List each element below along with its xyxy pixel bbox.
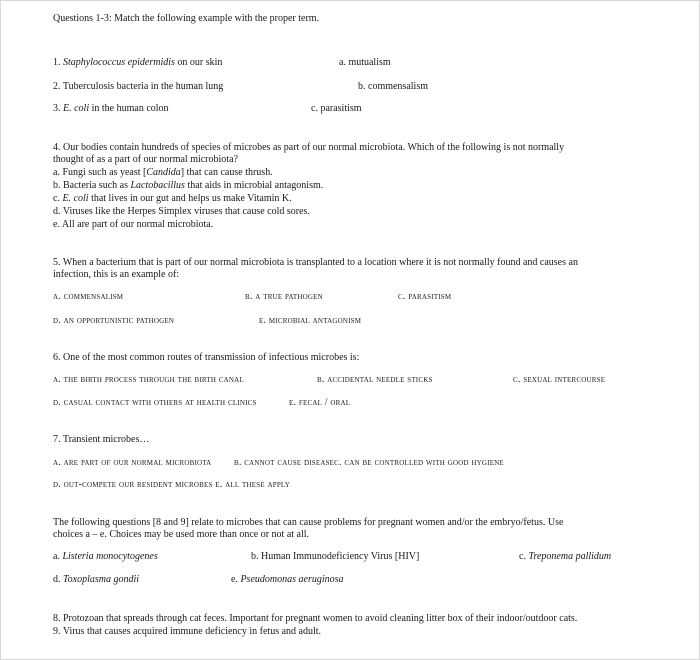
q89-choice-d-label: d. <box>53 574 63 585</box>
match-term-a: a. mutualism <box>339 57 391 68</box>
q89-choice-d-organism: Toxoplasma gondii <box>63 574 140 585</box>
match-item-2 <box>53 81 223 93</box>
q4-choice-c-organism: E. coli <box>62 193 89 204</box>
q5-choice-e: e. microbial antagonism <box>259 315 362 326</box>
match-term-b: b. commensalism <box>358 81 428 92</box>
q5-stem-line2: infection, this is an example of: <box>53 269 180 280</box>
match-term-c: c. parasitism <box>311 103 362 114</box>
q7-stem: 7. Transient microbes… <box>53 434 150 445</box>
page-title: Questions 1-3: Match the following example with the proper term. <box>53 13 320 24</box>
match-item-3-organism: E. coli <box>63 103 90 114</box>
match-item-1-organism: Staphylococcus epidermidis <box>63 57 175 68</box>
q5-choice-b: b. a true pathogen <box>245 291 323 302</box>
q6-choice-d: d. casual contact with others at health clinics <box>53 397 257 408</box>
q89-intro-line1: The following questions [8 and 9] relate to microbes that can cause problems for pregnant women and/or the embryo/fetus. Use <box>53 517 564 528</box>
q9-text: 9. Virus that causes acquired immune deficiency in fetus and adult. <box>53 626 322 637</box>
q4-choice-a-organism: Candida <box>146 167 181 178</box>
q89-choice-c-organism: Treponema pallidum <box>528 551 612 562</box>
q7-choice-d-e: d. out-compete our resident microbes e. all these apply <box>53 479 290 490</box>
q89-choice-e-organism: Pseudomonas aeruginosa <box>240 574 344 585</box>
q4-choice-a-post: ] that can cause thrush. <box>180 167 273 178</box>
match-item-1-num: 1. <box>53 57 61 68</box>
q89-choice-a-organism: Listeria monocytogenes <box>62 551 158 562</box>
q4-choice-c <box>53 193 292 205</box>
match-item-2-num: 2. <box>53 81 61 92</box>
q89-choice-a <box>53 551 158 563</box>
q4-choice-d: d. Viruses like the Herpes Simplex viruses that cause cold sores. <box>53 206 310 217</box>
q6-choice-e: e. fecal / oral <box>289 397 351 408</box>
q5-choice-c: c. parasitism <box>398 291 452 302</box>
match-item-3-num: 3. <box>53 103 61 114</box>
q7-choice-b-c: b. cannot cause diseasec. can be controlled with good hygiene <box>234 457 504 468</box>
q5-choice-d: d. an opportunistic pathogen <box>53 315 175 326</box>
q89-choice-c-label: c. <box>519 551 529 562</box>
match-item-2-text: Tuberculosis bacteria in the human lung <box>62 81 224 92</box>
q89-choice-e-label: e. <box>231 574 241 585</box>
q6-choice-a: a. the birth process through the birth canal <box>53 374 244 385</box>
q89-choice-e <box>231 574 344 586</box>
q4-choice-a <box>53 167 273 179</box>
q89-intro-line2: choices a – e. Choices may be used more than once or not at all. <box>53 529 310 540</box>
q6-stem: 6. One of the most common routes of transmission of infectious microbes is: <box>53 352 360 363</box>
q4-stem-line1: 4. Our bodies contain hundreds of species of microbes as part of our normal microbiota. Which of the following is not normally <box>53 142 565 153</box>
q4-choice-b-pre: b. Bacteria such as <box>53 180 131 191</box>
q5-stem-line1: 5. When a bacterium that is part of our normal microbiota is transplanted to a location where it is not normally found and causes an <box>53 257 578 268</box>
q89-choice-c <box>519 551 611 563</box>
q5-choice-a: a. commensalism <box>53 291 124 302</box>
q7-choice-a: a. are part of our normal microbiota <box>53 457 212 468</box>
q4-choice-a-pre: a. Fungi such as yeast [ <box>53 167 147 178</box>
q4-choice-b-organism: Lactobacillus <box>130 180 185 191</box>
q4-choice-b <box>53 180 323 192</box>
q6-choice-b: b. accidental needle sticks <box>317 374 433 385</box>
q4-choice-e: e. All are part of our normal microbiota. <box>53 219 214 230</box>
q4-choice-c-pre: c. <box>53 193 63 204</box>
match-item-3 <box>53 103 169 115</box>
q6-choice-c: c. sexual intercourse <box>513 374 606 385</box>
match-item-1 <box>53 57 222 69</box>
q4-choice-c-post: that lives in our gut and helps us make Vitamin K. <box>88 193 292 204</box>
q89-choice-d <box>53 574 139 586</box>
match-item-3-text: in the human colon <box>89 103 169 114</box>
q4-stem-line2: thought of as a part of our normal microbiota? <box>53 154 238 165</box>
match-item-1-text: on our skin <box>174 57 223 68</box>
q4-choice-b-post: that aids in microbial antagonism. <box>184 180 324 191</box>
q89-choice-a-label: a. <box>53 551 63 562</box>
q8-text: 8. Protozoan that spreads through cat feces. Important for pregnant women to avoid cleaning litter box of their indoor/outdoor cats. <box>53 613 578 624</box>
q89-choice-b: b. Human Immunodeficiency Virus [HIV] <box>251 551 420 562</box>
